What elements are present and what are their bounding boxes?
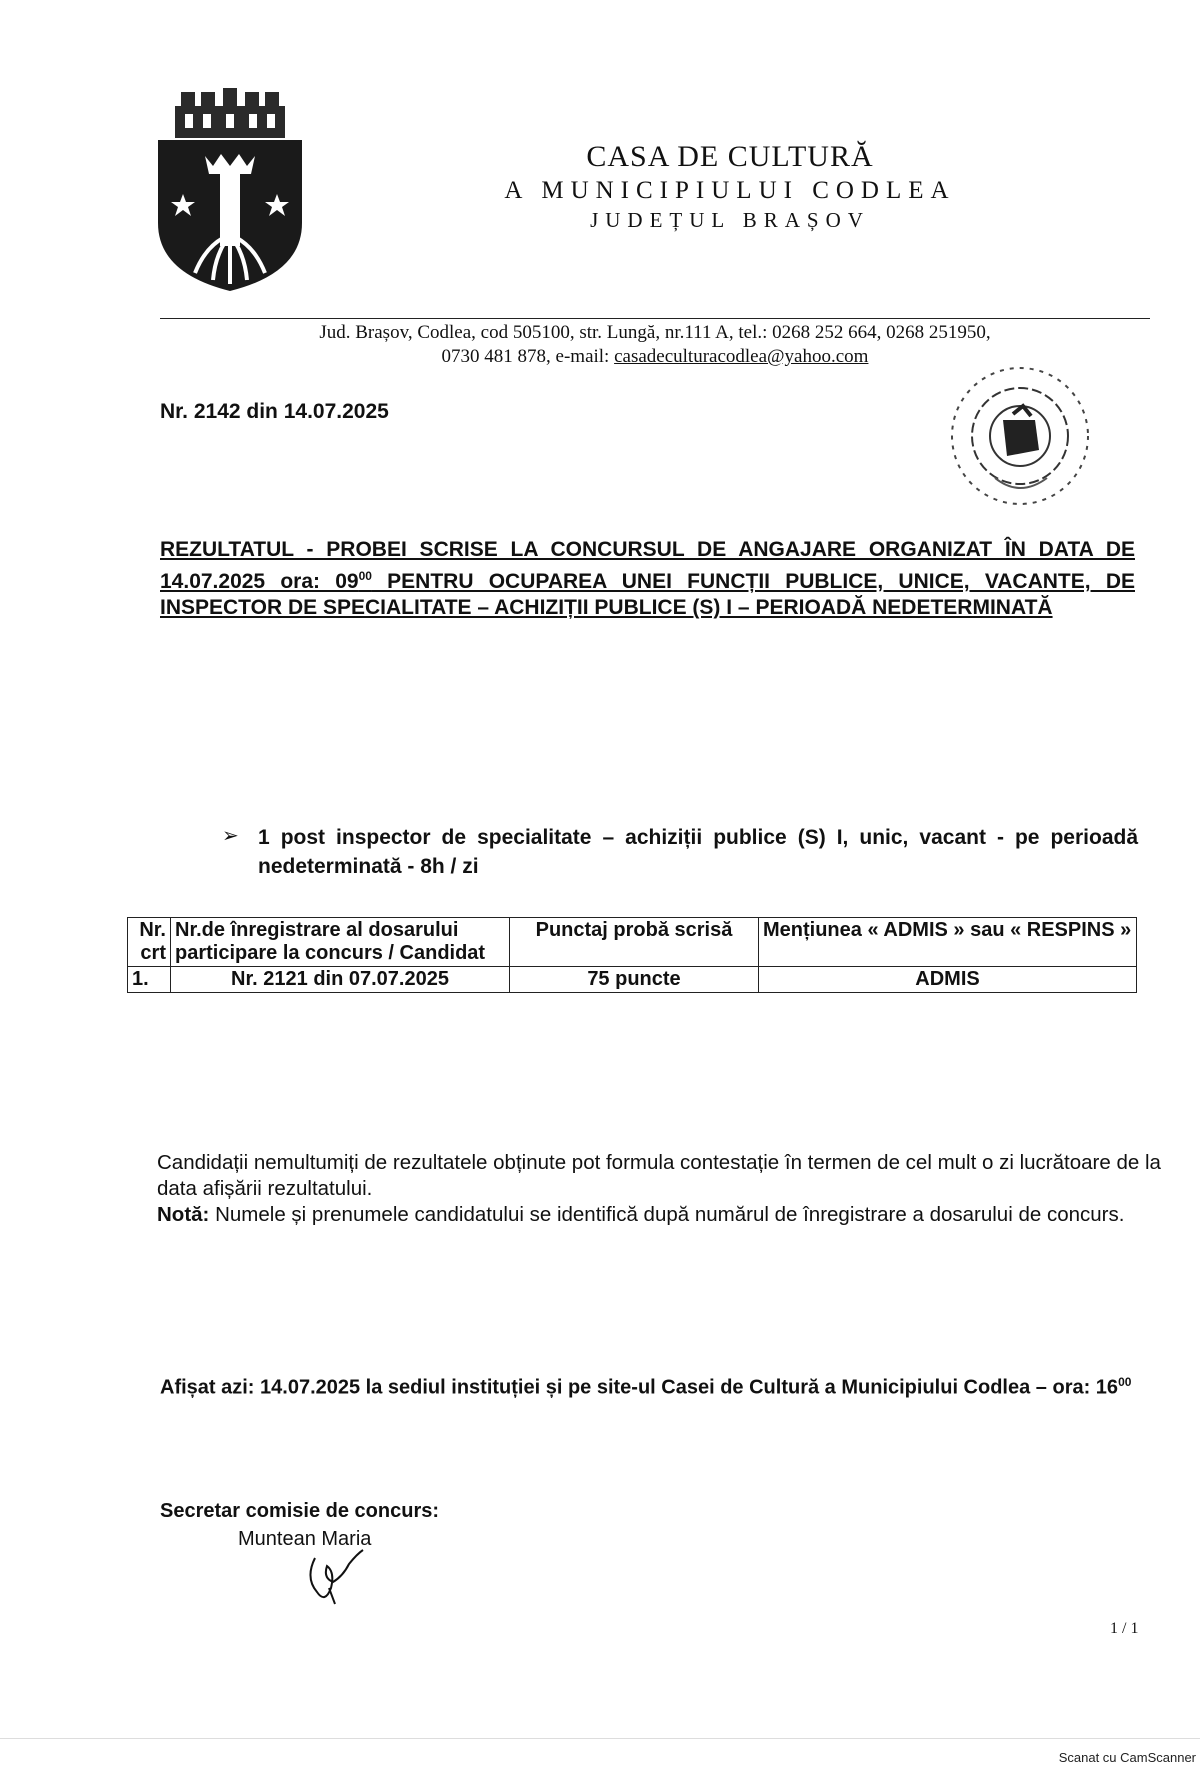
header-nr-crt: Nr. crt — [128, 918, 171, 967]
page-number: 1 / 1 — [1110, 1620, 1139, 1637]
cell-dosar: Nr. 2121 din 07.07.2025 — [171, 967, 510, 993]
secretary-label: Secretar comisie de concurs: — [160, 1500, 440, 1522]
contact-phone: 0730 481 878, e-mail: — [441, 346, 615, 367]
stamp-icon — [935, 358, 1115, 518]
registration-number: Nr. 2142 din 14.07.2025 — [160, 400, 389, 423]
position-description: 1 post inspector de specialitate – achiziții publice (S) I, unic, vacant - pe perioadă nedeterminată - 8h / zi — [258, 826, 1138, 878]
secretary-name: Muntean Maria — [238, 1528, 372, 1550]
notice-paragraph — [157, 1150, 1200, 1228]
posted-time-superscript: 00 — [1118, 1375, 1132, 1389]
note-text: Numele și prenumele candidatului se identifică după numărul de înregistrare a dosarului de concurs. — [209, 1203, 1125, 1226]
cell-mentiune: ADMIS — [759, 967, 1137, 993]
title-part-2: PENTRU OCUPAREA UNEI FUNCȚII PUBLICE, UNICE, VACANTE, DE INSPECTOR DE SPECIALITATE – ACHIZIȚII PUBLICE (S) I – PERIOADĂ NEDETERMINATĂ — [160, 570, 1135, 619]
note-label: Notă: — [157, 1203, 210, 1226]
email-link[interactable]: casadeculturacodlea@yahoo.com — [614, 346, 869, 367]
note-line — [157, 1202, 1200, 1228]
table-row — [128, 967, 1137, 993]
footer-divider — [0, 1738, 1200, 1739]
scanner-watermark: Scanat cu CamScanner — [1058, 1750, 1196, 1765]
contact-line-1: Jud. Brașov, Codlea, cod 505100, str. Lungă, nr.111 A, tel.: 0268 252 664, 0268 251950, — [319, 322, 991, 343]
document-title — [160, 537, 1135, 621]
header-dosar: Nr.de înregistrare al dosarului participare la concurs / Candidat — [171, 918, 510, 967]
posted-text: Afișat azi: 14.07.2025 la sediul instituției și pe site-ul Casei de Cultură a Municipiului Codlea – ora: 16 — [160, 1376, 1119, 1399]
institution-name: CASA DE CULTURĂ — [586, 140, 874, 173]
results-table — [127, 917, 1137, 993]
contestation-text: Candidații nemultumiți de rezultatele obținute pot formula contestație în termen de cel mult o zi lucrătoare de la data afișării rezultatului. — [157, 1151, 1161, 1200]
cell-punctaj: 75 puncte — [510, 967, 759, 993]
handwritten-signature-icon — [305, 1548, 375, 1606]
header-punctaj: Punctaj probă scrisă — [510, 918, 759, 967]
institution-subtitle: A MUNICIPIULUI CODLEA — [504, 177, 956, 204]
title-part-1: REZULTATUL - PROBEI SCRISE LA CONCURSUL DE ANGAJARE ORGANIZAT ÎN DATA DE 14.07.2025 ora: 09 — [160, 538, 1135, 593]
posted-notice — [160, 1369, 1150, 1401]
coat-of-arms-icon — [155, 88, 305, 293]
table-header-row — [128, 918, 1137, 967]
institution-county: JUDEȚUL BRAȘOV — [590, 208, 870, 232]
cell-nr: 1. — [128, 967, 171, 993]
header-divider — [160, 318, 1150, 319]
title-time-superscript: 00 — [358, 569, 372, 583]
bullet-arrow-icon: ➢ — [222, 825, 239, 847]
header-mentiune: Mențiunea « ADMIS » sau « RESPINS » — [759, 918, 1137, 967]
